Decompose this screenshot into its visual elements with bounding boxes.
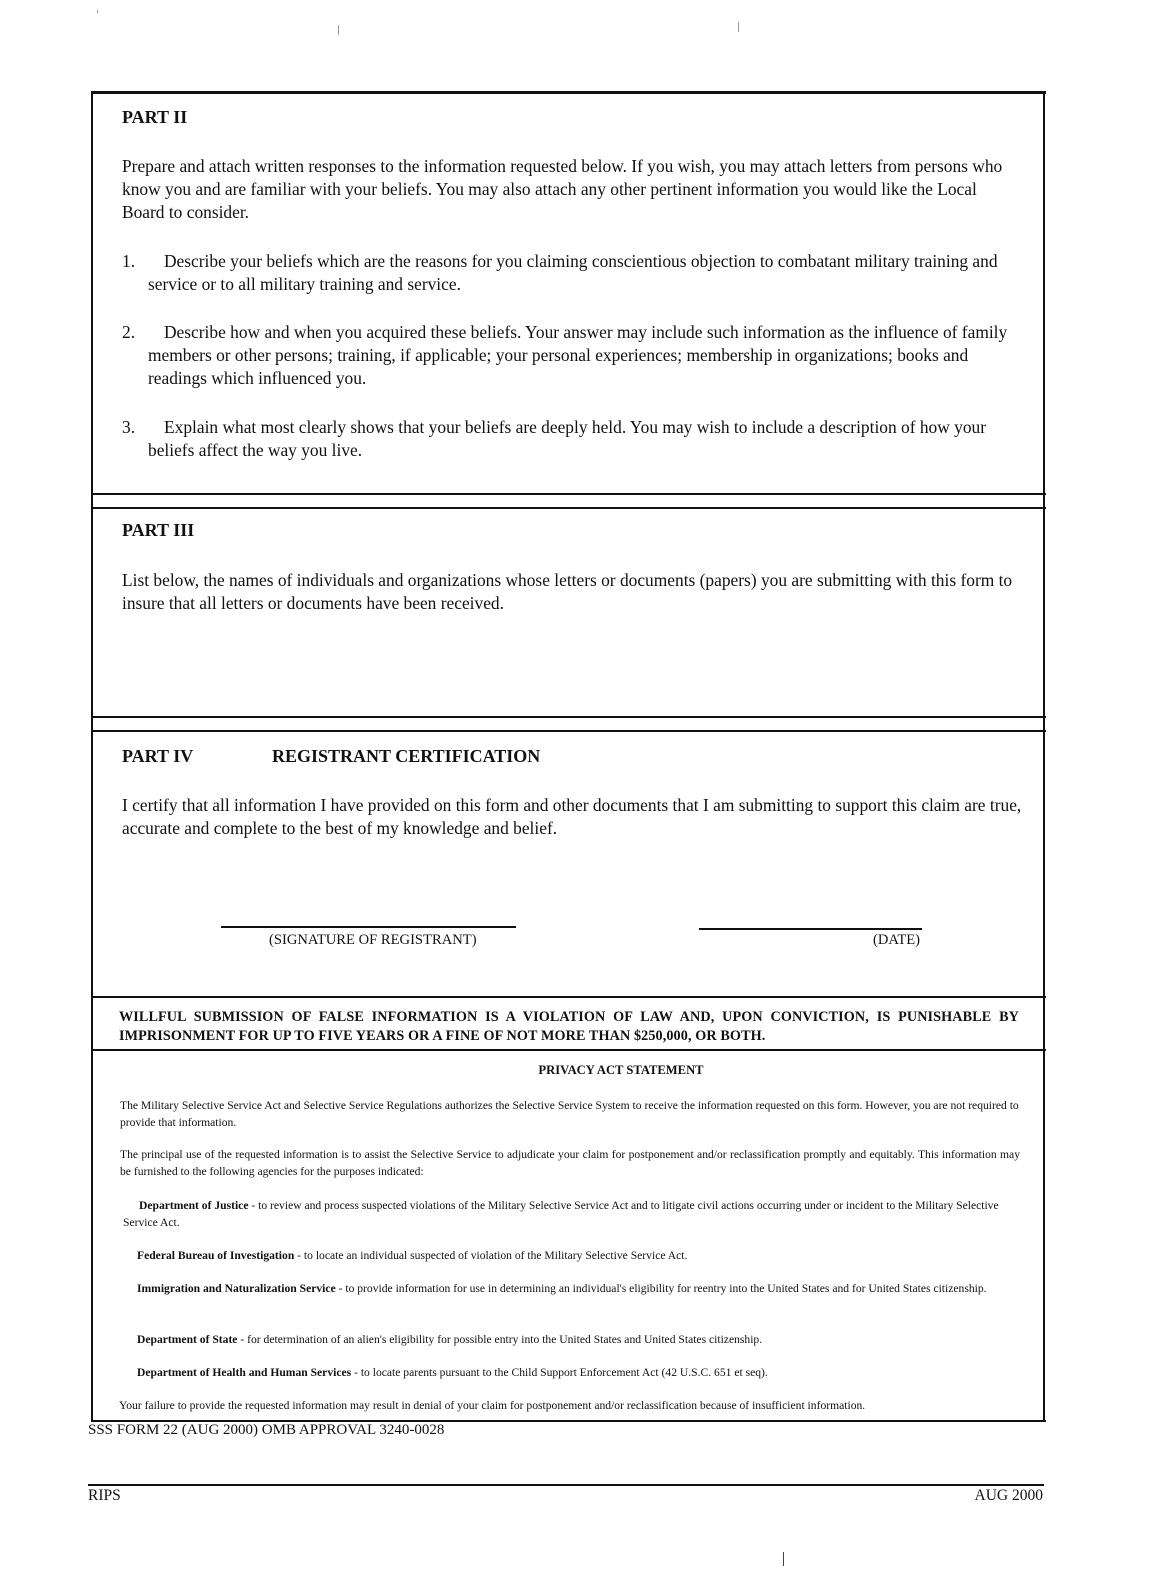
part2-intro: Prepare and attach written responses to the information requested below. If you wish, you may attach letters from persons who know you and are familiar with your beliefs. You may also attach any other pertinent information you would like the Local Board to consider. [122,156,1003,222]
part3-title: PART III [122,520,195,540]
scan-artifact [97,10,98,13]
divider [91,91,1046,94]
footer-rule [88,1484,1044,1486]
part2-item-3 [122,416,1022,462]
signature-label: (SIGNATURE OF REGISTRANT) [269,932,477,948]
scan-artifact [338,25,339,35]
footer-left: RIPS [88,1487,121,1504]
agency-hhs [137,1364,1037,1381]
footer-right: AUG 2000 [974,1487,1043,1504]
part2-title: PART II [122,107,188,127]
date-line[interactable] [699,928,922,930]
agency-purpose: - to locate an individual suspected of violation of the Military Selective Service Act. [294,1249,688,1262]
item-number: 2. [122,322,136,342]
privacy-closing: Your failure to provide the requested information may result in denial of your claim for postponement and/or reclassification because of insufficient information. [119,1399,866,1412]
part2-item-2 [122,321,1022,390]
agency-fbi [137,1247,1037,1264]
false-information-warning: WILLFUL SUBMISSION OF FALSE INFORMATION IS A VIOLATION OF LAW AND, UPON CONVICTION, IS PUNISHABLE BY IMPRISONMENT FOR UP TO FIVE YEARS OR A FINE OF NOT MORE THAN $250,000, OR BOTH. [119,1009,1019,1044]
part4-title: PART IV [122,746,194,766]
signature-line[interactable] [221,926,516,928]
agency-name: Department of Health and Human Services [137,1366,352,1379]
form-identifier: SSS FORM 22 (AUG 2000) OMB APPROVAL 3240-0028 [88,1422,445,1438]
agency-purpose: - for determination of an alien's eligibility for possible entry into the United States and United States citizenship. [237,1333,763,1346]
scan-artifact [783,1552,784,1566]
part4-heading: REGISTRANT CERTIFICATION [272,746,541,766]
part2-item-1 [122,250,1022,296]
item-text: Describe your beliefs which are the reasons for you claiming conscientious objection to combatant military training and service or to all military training and service. [148,251,998,294]
scan-artifact [738,22,739,32]
item-number: 1. [122,251,136,271]
agency-name: Department of State [137,1333,238,1346]
agency-purpose: - to provide information for use in determining an individual's eligibility for reentry into the United States and for United States citizenship. [335,1282,987,1295]
certification-text: I certify that all information I have provided on this form and other documents that I am submitting to support this claim are true, accurate and complete to the best of my knowledge and belief. [122,795,1022,838]
item-text: Describe how and when you acquired these beliefs. Your answer may include such information as the influence of family members or other persons; training, if applicable; your personal experiences; membership in organizations; books and readings which influenced you. [148,322,1008,388]
privacy-title: PRIVACY ACT STATEMENT [538,1063,704,1077]
part4-section [91,717,1045,997]
agency-name: Department of Justice [139,1199,249,1212]
agency-justice [123,1197,1018,1231]
privacy-paragraph-1: The Military Selective Service Act and Selective Service Regulations authorizes the Selective Service System to receive the information requested on this form. However, you are not required to provide that information. [120,1099,1019,1129]
part3-intro: List below, the names of individuals and organizations whose letters or documents (papers) you are submitting with this form to insure that all letters or documents have been received. [122,570,1013,613]
item-number: 3. [122,417,136,437]
agency-purpose: - to review and process suspected violations of the Military Selective Service Act and to litigate civil actions occurring under or incident to the Military Selective Service Act. [123,1199,999,1229]
agency-state [137,1331,1037,1348]
agency-ins [137,1280,1017,1297]
item-text: Explain what most clearly shows that your beliefs are deeply held. You may wish to include a description of how your beliefs affect the way you live. [148,417,987,460]
agency-name: Federal Bureau of Investigation [137,1249,295,1262]
privacy-paragraph-2: The principal use of the requested information is to assist the Selective Service to adjudicate your claim for postponement and/or reclassification promptly and equitably. This information may be furnished to the following agencies for the purposes indicated: [120,1148,1020,1178]
letters-list-area[interactable] [93,620,1043,715]
date-label: (DATE) [873,932,921,948]
agency-purpose: - to locate parents pursuant to the Child Support Enforcement Act (42 U.S.C. 651 et seq). [351,1366,768,1379]
agency-name: Immigration and Naturalization Service [137,1282,336,1295]
